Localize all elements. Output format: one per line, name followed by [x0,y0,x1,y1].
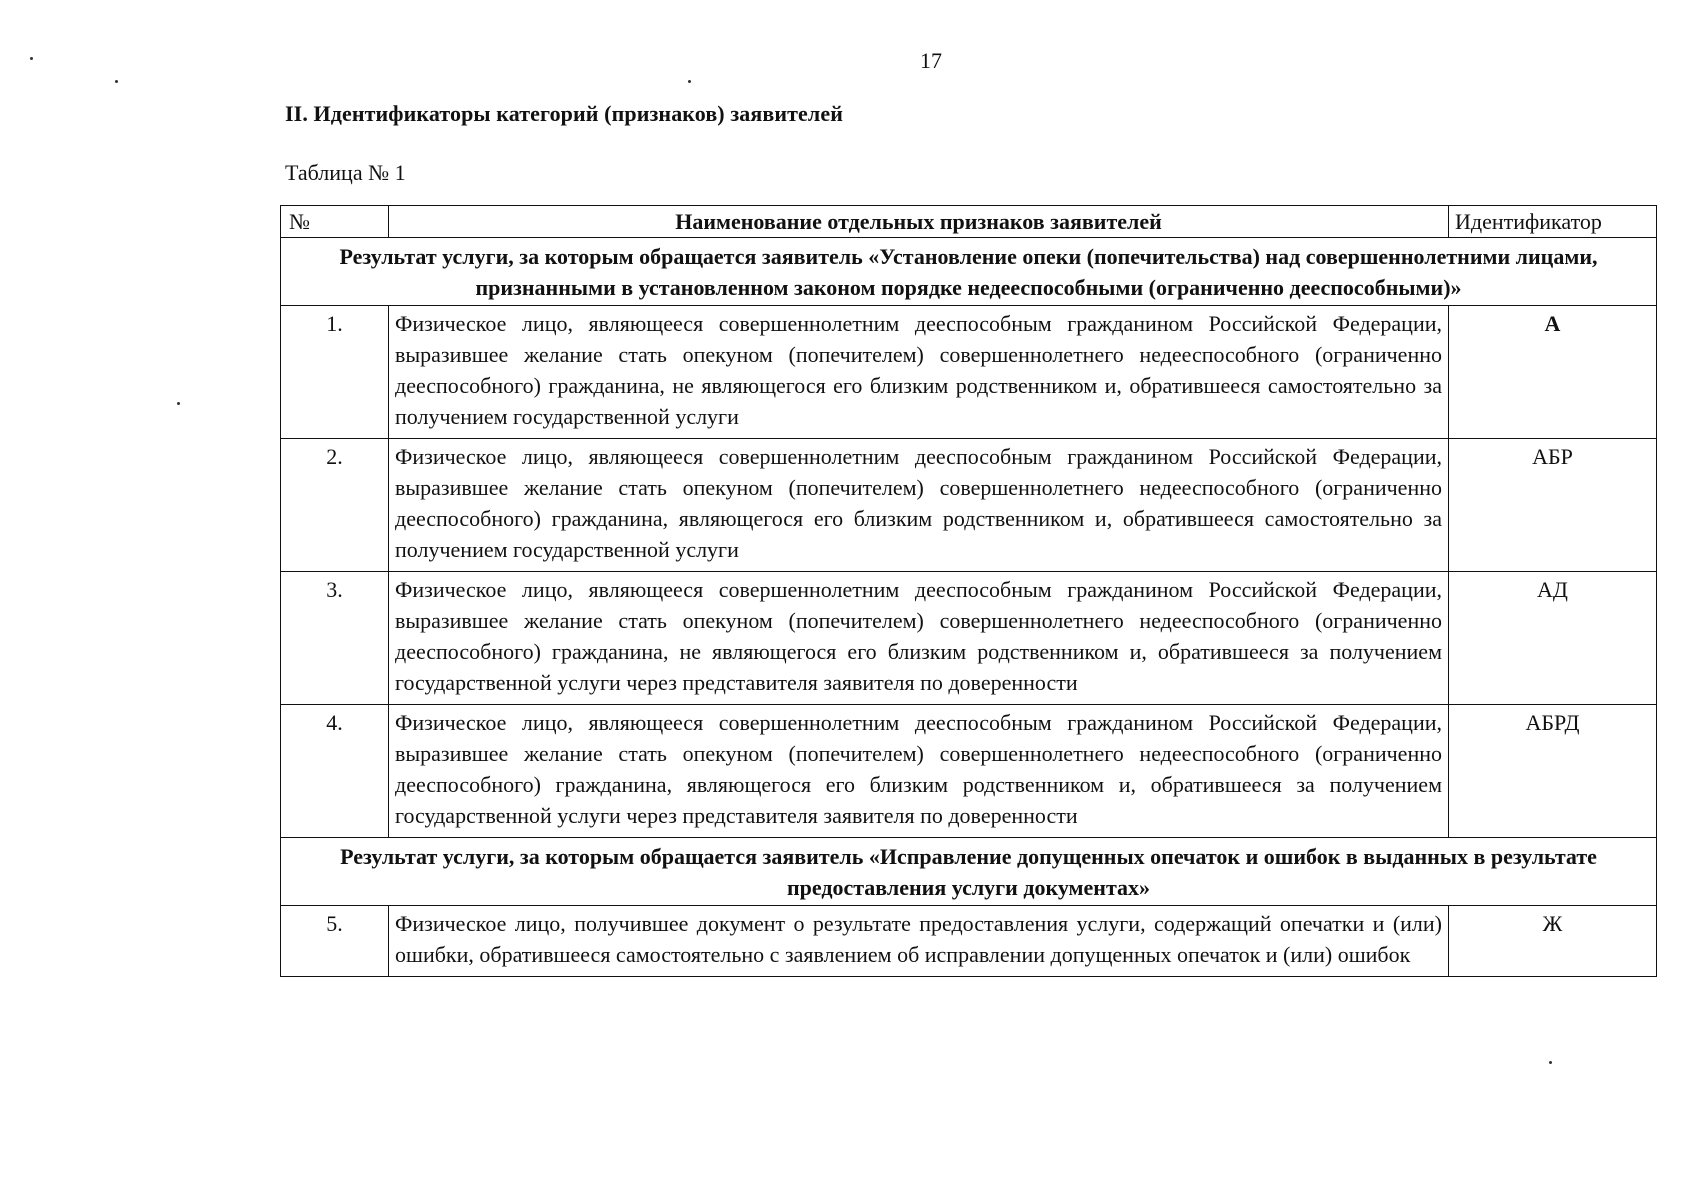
group-title-corrections: Результат услуги, за которым обращается заявитель «Исправление допущенных опечаток и ошибок в выданных в результате предоставления услуги документах» [281,838,1657,906]
row-identifier: АБРД [1449,705,1657,838]
applicant-categories-table [280,205,1657,977]
table-row [281,306,1657,439]
row-number: 3. [281,572,389,705]
scan-speck [30,57,33,60]
row-number: 4. [281,705,389,838]
row-identifier: АД [1449,572,1657,705]
row-number: 5. [281,906,389,977]
row-name: Физическое лицо, являющееся совершеннолетним дееспособным гражданином Российской Федерации, выразившее желание стать опекуном (попечителем) совершеннолетнего недееспособного (ограниченно дееспособного) гражданина, не являющегося его близким родственником и, обратившееся самостоятельно за получением государственной услуги [389,306,1449,439]
row-name: Физическое лицо, являющееся совершеннолетним дееспособным гражданином Российской Федерации, выразившее желание стать опекуном (попечителем) совершеннолетнего недееспособного (ограниченно дееспособного) гражданина, не являющегося его близким родственником и, обратившееся за получением государственной услуги через представителя заявителя по доверенности [389,572,1449,705]
header-name: Наименование отдельных признаков заявителей [389,206,1449,238]
scan-speck [1549,1061,1552,1064]
row-name: Физическое лицо, получившее документ о результате предоставления услуги, содержащий опечатки и (или) ошибки, обратившееся самостоятельно с заявлением об исправлении допущенных опечаток и (или) ошибок [389,906,1449,977]
page-number: 17 [920,48,942,73]
group-header-row [281,238,1657,306]
row-name: Физическое лицо, являющееся совершеннолетним дееспособным гражданином Российской Федерации, выразившее желание стать опекуном (попечителем) совершеннолетнего недееспособного (ограниченно дееспособного) гражданина, являющегося его близким родственником и, обратившееся самостоятельно за получением государственной услуги [389,439,1449,572]
table-row [281,572,1657,705]
table-caption: Таблица № 1 [285,160,406,185]
scan-speck [688,80,691,83]
header-number: № [281,206,389,238]
section-title: II. Идентификаторы категорий (признаков) заявителей [285,101,843,126]
row-identifier: Ж [1449,906,1657,977]
table-row [281,439,1657,572]
scan-speck [115,80,118,83]
scan-speck [177,402,180,405]
row-identifier: А [1449,306,1657,439]
group-header-row [281,838,1657,906]
table-row [281,906,1657,977]
table-row [281,705,1657,838]
row-number: 2. [281,439,389,572]
table-header-row [281,206,1657,238]
header-identifier: Идентификатор [1449,206,1657,238]
row-identifier: АБР [1449,439,1657,572]
row-number: 1. [281,306,389,439]
row-name: Физическое лицо, являющееся совершеннолетним дееспособным гражданином Российской Федерации, выразившее желание стать опекуном (попечителем) совершеннолетнего недееспособного (ограниченно дееспособного) гражданина, являющегося его близким родственником и, обратившееся за получением государственной услуги через представителя заявителя по доверенности [389,705,1449,838]
group-title-guardianship: Результат услуги, за которым обращается заявитель «Установление опеки (попечительства) над совершеннолетними лицами, признанными в установленном законом порядке недееспособными (ограниченно дееспособными)» [281,238,1657,306]
